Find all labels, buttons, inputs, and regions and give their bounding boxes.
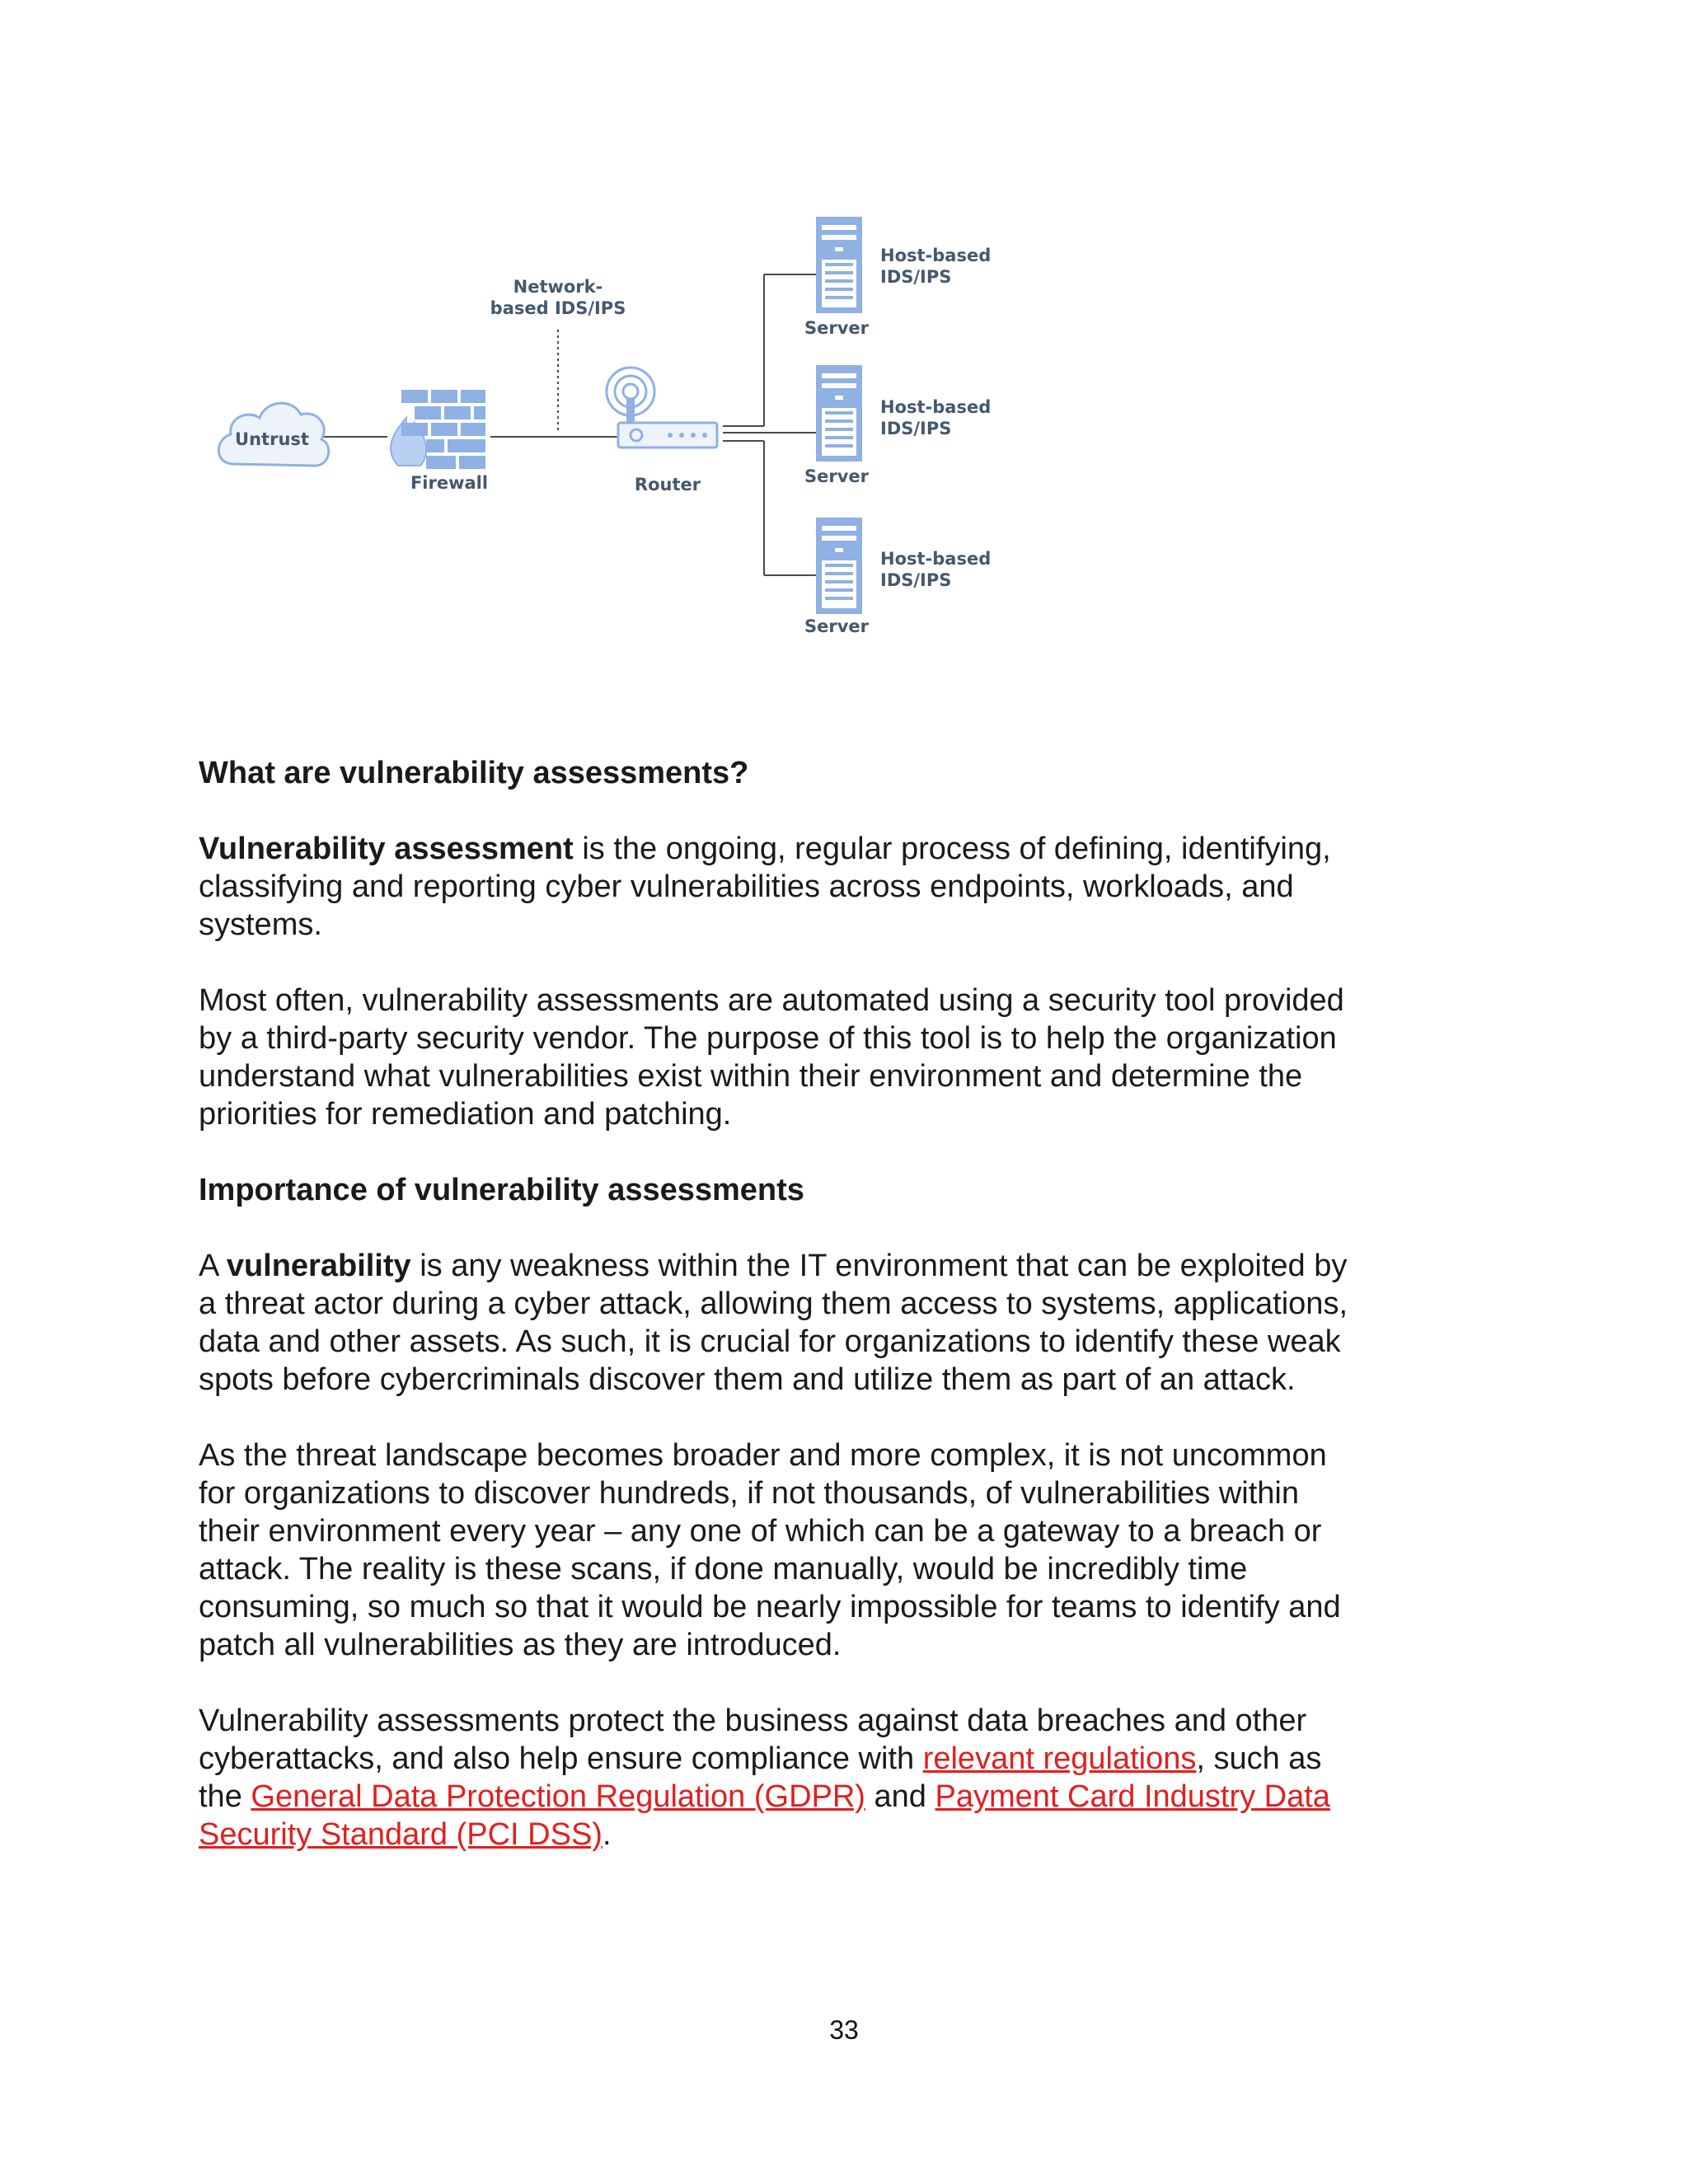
term-vulnerability-assessment: Vulnerability assessment (199, 832, 574, 866)
server-icon-1 (816, 217, 862, 313)
link-pci-dss-part2[interactable]: Security Standard (PCI DSS) (199, 1817, 603, 1852)
server-icon-2 (816, 365, 862, 462)
link-pci-dss-part1[interactable]: Payment Card Industry Data (935, 1779, 1330, 1814)
hids-label-2-line2: IDS/IPS (880, 419, 952, 438)
router-icon (607, 368, 717, 494)
hids-label-3-line1: Host-based (880, 549, 992, 569)
paragraph-automation: Most often, vulnerability assessments are automated using a security tool provided by a third-party security vendor. The purpose of this tool is to help the organization understand what vulnerabilities exist within their environment and determine the priorities for remediation and patching. (199, 983, 1344, 1132)
section-heading-what-are: What are vulnerability assessments? (199, 756, 749, 790)
nids-label-line2: based IDS/IPS (490, 298, 626, 318)
document-body (199, 754, 1484, 1854)
term-vulnerability: vulnerability (226, 1249, 411, 1283)
server-label-2: Server (804, 466, 870, 486)
server-label-3: Server (804, 616, 870, 636)
firewall-label: Firewall (410, 473, 489, 493)
network-diagram (210, 202, 1034, 663)
paragraph-vulnerability-definition: A vulnerability is any weakness within the IT environment that can be exploited by a threat actor during a cyber attack, allowing them access to systems, applications, data and other assets. As such, it is crucial for organizations to identify these weak spots before cybercriminals discover them and utilize them as part of an attack. (199, 1249, 1348, 1397)
router-label: Router (634, 475, 701, 494)
server-label-1: Server (804, 318, 870, 338)
paragraph-threat-landscape: As the threat landscape becomes broader and more complex, it is not uncommon for organizations to discover hundreds, if not thousands, of vulnerabilities within their environment every year – any one of which can be a gateway to a breach or attack. The reality is these scans, if done manually, would be incredibly time consuming, so much so that it would be nearly impossible for teams to identify and patch all vulnerabilities as they are introduced. (199, 1438, 1341, 1662)
server-icon-3 (816, 518, 862, 614)
nids-label-line1: Network- (513, 277, 603, 297)
firewall-icon (391, 390, 488, 493)
paragraph-definition: Vulnerability assessment is the ongoing, regular process of defining, identifying, classifying and reporting cyber vulnerabilities across endpoints, workloads, and systems. (199, 832, 1331, 942)
hids-label-2-line1: Host-based (880, 397, 992, 417)
untrust-cloud-icon (218, 403, 328, 466)
section-heading-importance: Importance of vulnerability assessments (199, 1173, 804, 1207)
hids-label-1-line1: Host-based (880, 246, 992, 265)
hids-label-3-line2: IDS/IPS (880, 570, 952, 590)
link-relevant-regulations[interactable]: relevant regulations (922, 1741, 1197, 1776)
connection-lines (324, 274, 816, 575)
page-number: 33 (829, 2015, 859, 2045)
hids-label-1-line2: IDS/IPS (880, 267, 952, 287)
link-gdpr[interactable]: General Data Protection Regulation (GDPR) (251, 1779, 865, 1814)
paragraph-compliance: Vulnerability assessments protect the business against data breaches and other cyberattacks, and also help ensure compliance with relevant regulations, such as the General Data Protection Regulation (GDPR) and Payment Card Industry Data Security Standard (PCI DSS). (199, 1704, 1330, 1852)
cloud-label: Untrust (235, 429, 309, 449)
